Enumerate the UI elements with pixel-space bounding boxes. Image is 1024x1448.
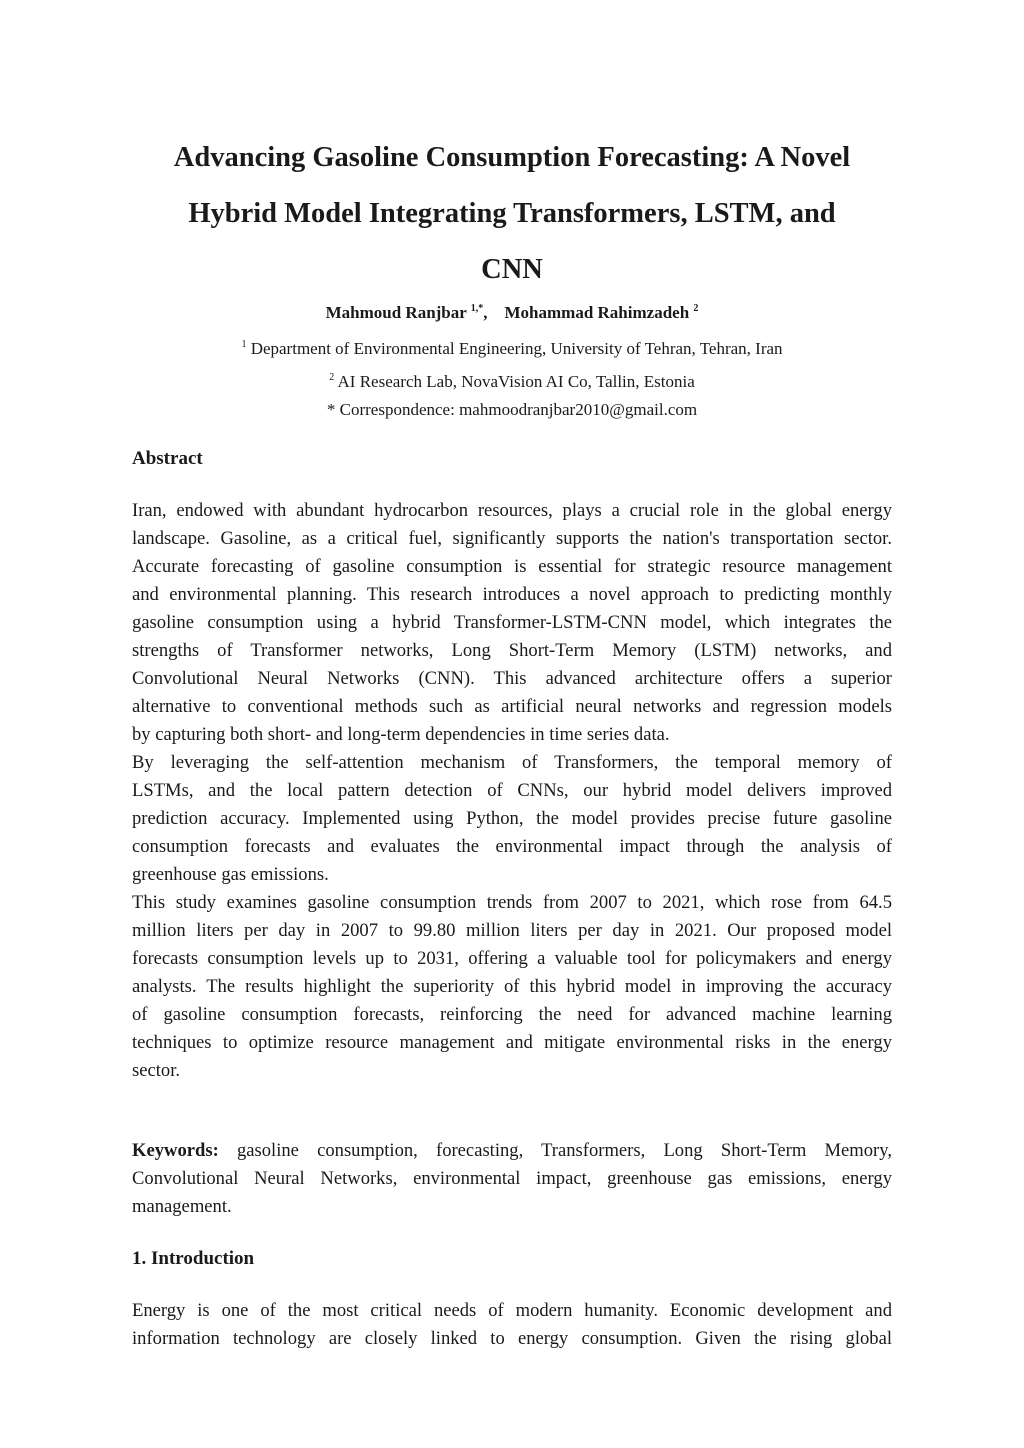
title-line: Advancing Gasoline Consumption Forecasting: A Novel: [173, 142, 851, 173]
author-affiliation-marker: 1,*: [470, 303, 484, 314]
abstract-heading: Abstract: [132, 448, 203, 469]
title-line: CNN: [481, 254, 543, 285]
keywords-paragraph: [132, 1137, 892, 1221]
text-line: landscape. Gasoline, as a critical fuel, significantly supports the nation's transportation sector.: [132, 528, 892, 549]
affiliation-text: Department of Environmental Engineering, University of Tehran, Tehran, Iran: [250, 339, 783, 358]
text-line: Accurate forecasting of gasoline consumption is essential for strategic resource management: [132, 556, 892, 577]
text-line: Energy is one of the most critical needs of modern humanity. Economic development and: [132, 1300, 892, 1321]
text-line: Convolutional Neural Networks, environmental impact, greenhouse gas emissions, energy: [132, 1168, 892, 1189]
paper-title: [132, 130, 892, 298]
text-line: analysts. The results highlight the superiority of this hybrid model in improving the accuracy: [132, 976, 892, 997]
affiliation-marker: 1: [241, 339, 247, 350]
text-line: million liters per day in 2007 to 99.80 million liters per day in 2021. Our proposed model: [132, 920, 892, 941]
text-line: of gasoline consumption forecasts, reinforcing the need for advanced machine learning: [132, 1004, 892, 1025]
author-list: [132, 297, 892, 325]
text-line: LSTMs, and the local pattern detection of CNNs, our hybrid model delivers improved: [132, 780, 892, 801]
author-affiliation-marker: 2: [693, 303, 699, 314]
introduction-heading: 1. Introduction: [132, 1248, 255, 1269]
text-line: information technology are closely linked to energy consumption. Given the rising global: [132, 1328, 892, 1349]
keywords-text: gasoline consumption, forecasting, Transformers, Long Short-Term Memory,: [218, 1140, 892, 1161]
text-line: techniques to optimize resource management and mitigate environmental risks in the energy: [132, 1032, 892, 1053]
abstract-paragraph: [132, 497, 892, 1085]
author-name: Mahmoud Ranjbar: [325, 303, 467, 322]
text-line: By leveraging the self-attention mechanism of Transformers, the temporal memory of: [132, 752, 892, 773]
affiliation: [132, 366, 892, 394]
text-line: forecasts consumption levels up to 2031, offering a valuable tool for policymakers and energy: [132, 948, 892, 969]
keywords-label: Keywords:: [132, 1140, 219, 1161]
text-line: Iran, endowed with abundant hydrocarbon resources, plays a crucial role in the global energy: [132, 500, 892, 521]
text-line: by capturing both short- and long-term dependencies in time series data.: [132, 724, 670, 745]
text-line: [132, 1137, 892, 1165]
text-line: and environmental planning. This research introduces a novel approach to predicting monthly: [132, 584, 892, 605]
text-line: gasoline consumption using a hybrid Transformer-LSTM-CNN model, which integrates the: [132, 612, 892, 633]
affiliation-marker: 2: [329, 372, 335, 383]
introduction-paragraph: [132, 1297, 892, 1353]
text-line: strengths of Transformer networks, Long Short-Term Memory (LSTM) networks, and: [132, 640, 892, 661]
text-line: Convolutional Neural Networks (CNN). This advanced architecture offers a superior: [132, 668, 892, 689]
text-line: This study examines gasoline consumption trends from 2007 to 2021, which rose from 64.5: [132, 892, 892, 913]
text-line: consumption forecasts and evaluates the environmental impact through the analysis of: [132, 836, 892, 857]
correspondence: * Correspondence: mahmoodranjbar2010@gmail.com: [326, 400, 698, 419]
text-line: greenhouse gas emissions.: [132, 864, 329, 885]
affiliation-text: AI Research Lab, NovaVision AI Co, Tallin, Estonia: [337, 372, 695, 391]
title-line: Hybrid Model Integrating Transformers, LSTM, and: [188, 198, 836, 229]
text-line: prediction accuracy. Implemented using Python, the model provides precise future gasoline: [132, 808, 892, 829]
text-line: management.: [132, 1196, 232, 1217]
affiliation: [132, 333, 892, 361]
text-line: sector.: [132, 1060, 181, 1081]
author-name: Mohammad Rahimzadeh: [504, 303, 690, 322]
author-separator: ,: [483, 303, 488, 322]
text-line: alternative to conventional methods such as artificial neural networks and regression models: [132, 696, 892, 717]
